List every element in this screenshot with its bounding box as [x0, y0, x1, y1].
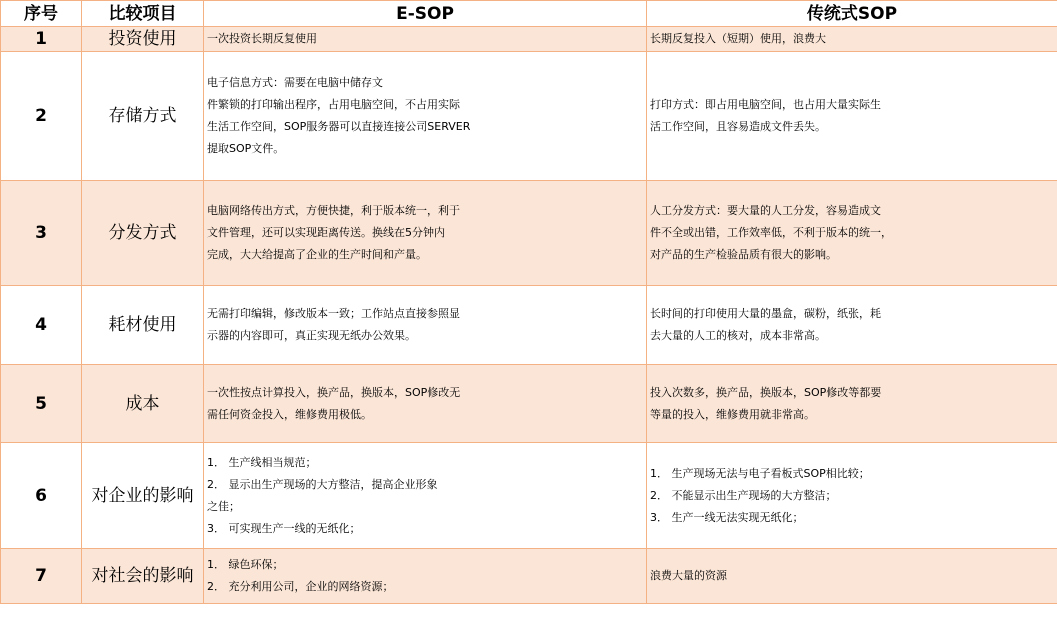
- traditional-line: 长期反复投入（短期）使用，浪费大: [650, 32, 826, 45]
- traditional-line: 活工作空间，且容易造成文件丢失。: [650, 120, 826, 133]
- row-index: 1: [1, 27, 82, 52]
- esop-line: 2． 显示出生产现场的大方整洁，提高企业形象: [207, 477, 438, 491]
- esop-line: 无需打印编辑，修改版本一致；工作站点直接参照显: [207, 307, 460, 320]
- esop-line: 2． 充分利用公司，企业的网络资源；: [207, 580, 394, 593]
- esop-line: 示器的内容即可，真正实现无纸办公效果。: [207, 329, 416, 342]
- traditional-line: 投入次数多，换产品，换版本，SOP修改等都要: [650, 385, 882, 399]
- row-traditional: [647, 27, 1057, 52]
- row-item: 耗材使用: [82, 286, 204, 365]
- esop-line: 文件管理，还可以实现距离传送。换线在5分钟内: [207, 226, 445, 239]
- traditional-line: 1． 生产现场无法与电子看板式SOP相比较；: [650, 466, 870, 480]
- row-traditional: [647, 549, 1057, 604]
- traditional-line: 浪费大量的资源: [650, 569, 727, 582]
- header-traditional: 传统式SOP: [647, 1, 1057, 27]
- traditional-line: 2． 不能显示出生产现场的大方整洁；: [650, 488, 837, 502]
- header-row: [1, 1, 1057, 27]
- table-row: [1, 365, 1057, 443]
- row-esop: [204, 549, 647, 604]
- row-item: 对企业的影响: [82, 443, 204, 549]
- row-esop: [204, 365, 647, 443]
- row-esop: [204, 52, 647, 181]
- row-esop: [204, 443, 647, 549]
- table-row: [1, 27, 1057, 52]
- traditional-line: 打印方式：即占用电脑空间，也占用大量实际生: [650, 98, 881, 111]
- table-row: [1, 443, 1057, 549]
- esop-line: 1． 生产线相当规范；: [207, 455, 317, 469]
- row-item: 成本: [82, 365, 204, 443]
- traditional-line: 长时间的打印使用大量的墨盒，碳粉，纸张，耗: [650, 307, 881, 320]
- esop-line: 一次性按点计算投入，换产品，换版本，SOP修改无: [207, 385, 461, 399]
- row-esop: [204, 286, 647, 365]
- esop-line: 一次投资长期反复使用: [207, 32, 317, 45]
- esop-line: 之佳；: [207, 499, 240, 513]
- esop-line: 电脑网络传出方式，方便快捷，利于版本统一，利于: [207, 204, 460, 217]
- row-item: 投资使用: [82, 27, 204, 52]
- row-index: 5: [1, 365, 82, 443]
- traditional-line: 等量的投入，维修费用就非常高。: [650, 407, 815, 421]
- row-item: 分发方式: [82, 181, 204, 286]
- row-index: 3: [1, 181, 82, 286]
- row-index: 6: [1, 443, 82, 549]
- header-index: 序号: [1, 1, 82, 27]
- row-traditional: [647, 286, 1057, 365]
- row-item: 对社会的影响: [82, 549, 204, 604]
- traditional-line: 对产品的生产检验品质有很大的影响。: [650, 248, 837, 261]
- row-traditional: [647, 443, 1057, 549]
- row-traditional: [647, 365, 1057, 443]
- traditional-line: 件不全或出错，工作效率低，不利于版本的统一，: [650, 226, 892, 239]
- esop-line: 1． 绿色环保；: [207, 558, 284, 571]
- esop-line: 生活工作空间，SOP服务器可以直接连接公司SERVER: [207, 120, 471, 133]
- row-item: 存储方式: [82, 52, 204, 181]
- esop-line: 需任何资金投入，维修费用极低。: [207, 407, 372, 421]
- row-esop: [204, 181, 647, 286]
- traditional-line: 人工分发方式：要大量的人工分发，容易造成文: [650, 204, 881, 217]
- traditional-line: 3． 生产一线无法实现无纸化；: [650, 510, 804, 524]
- header-esop: E-SOP: [204, 1, 647, 27]
- row-index: 7: [1, 549, 82, 604]
- table-row: [1, 549, 1057, 604]
- esop-line: 3． 可实现生产一线的无纸化；: [207, 521, 361, 535]
- esop-line: 件繁锁的打印输出程序，占用电脑空间，不占用实际: [207, 98, 460, 111]
- row-esop: [204, 27, 647, 52]
- traditional-line: 去大量的人工的核对，成本非常高。: [650, 329, 826, 342]
- row-index: 2: [1, 52, 82, 181]
- esop-line: 电子信息方式：需要在电脑中储存文: [207, 76, 383, 89]
- header-item: 比较项目: [82, 1, 204, 27]
- esop-line: 提取SOP文件。: [207, 142, 285, 155]
- table-row: [1, 181, 1057, 286]
- row-traditional: [647, 52, 1057, 181]
- row-index: 4: [1, 286, 82, 365]
- esop-line: 完成，大大给提高了企业的生产时间和产量。: [207, 248, 427, 261]
- table-row: [1, 286, 1057, 365]
- row-traditional: [647, 181, 1057, 286]
- table-row: [1, 52, 1057, 181]
